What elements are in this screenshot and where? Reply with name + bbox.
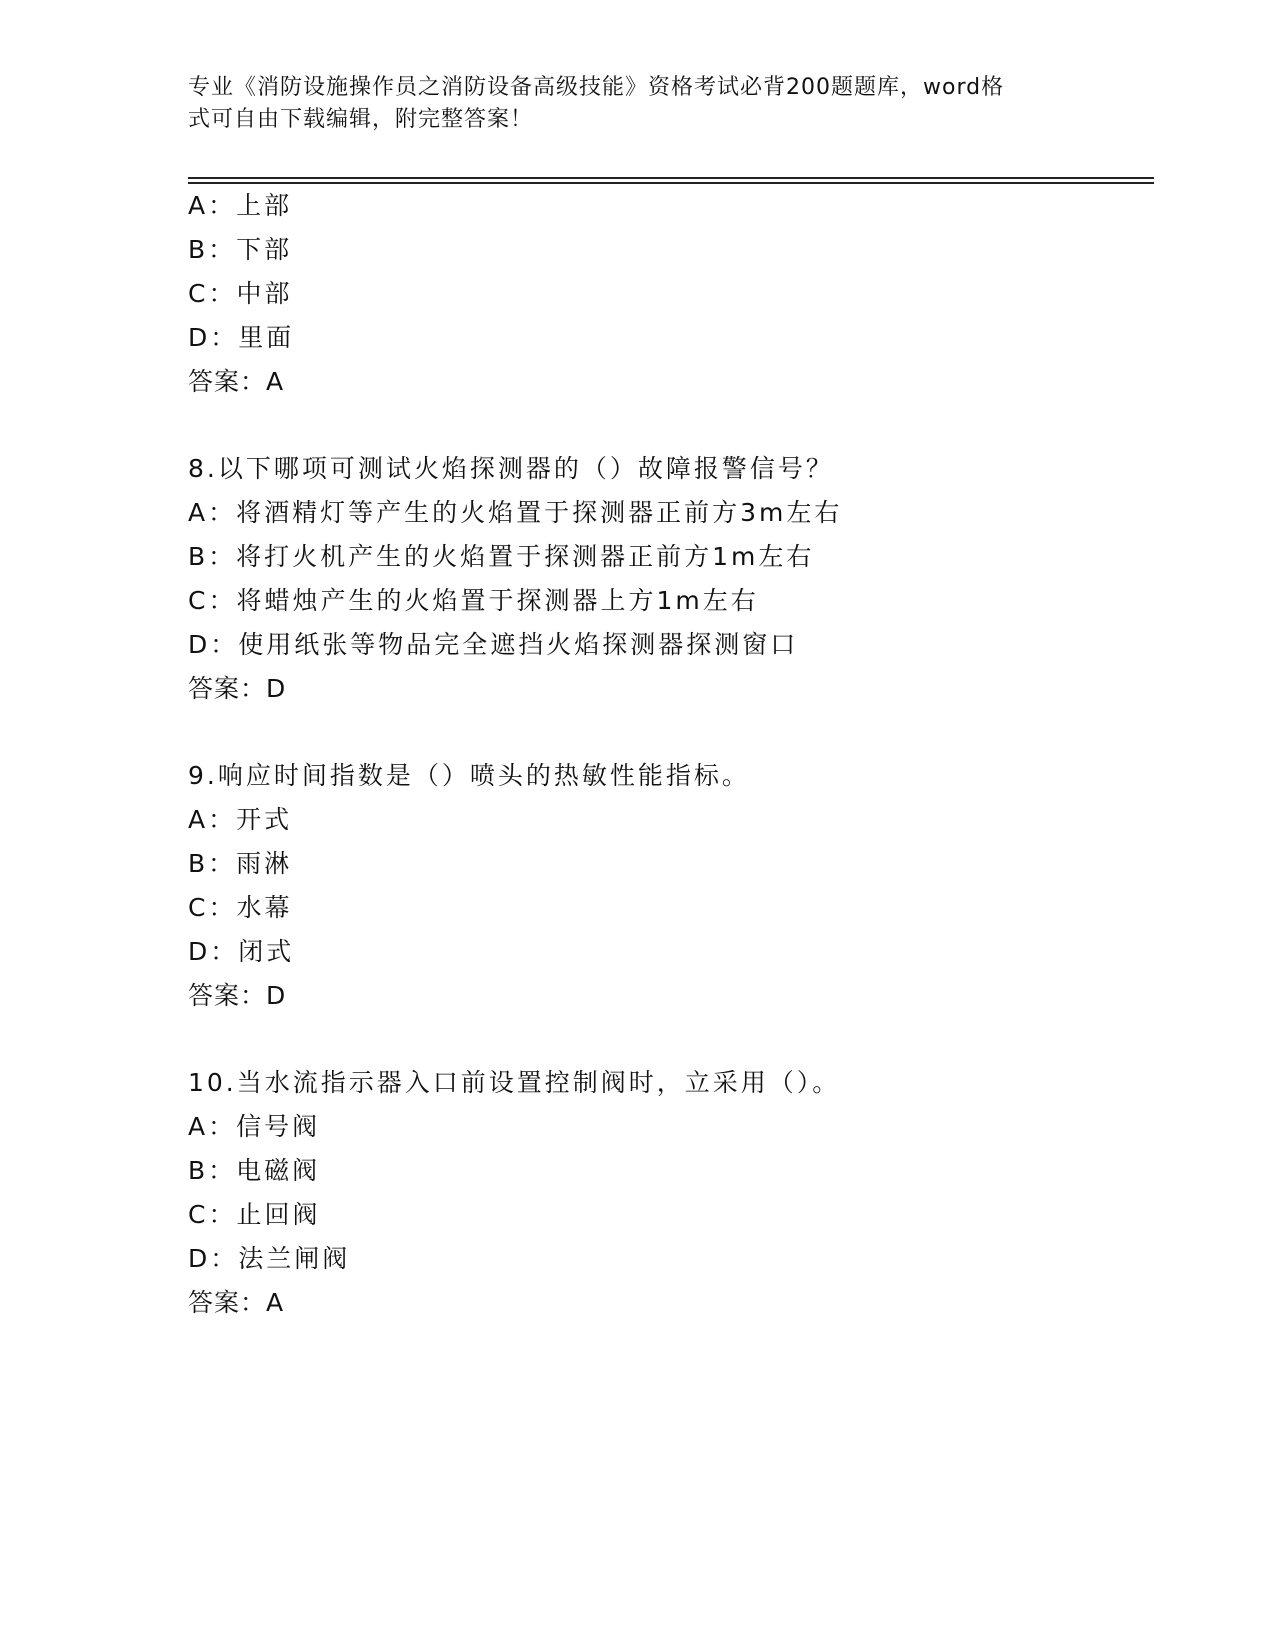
q9-option-d: D：闭式 (188, 937, 295, 966)
document-header (188, 72, 1068, 136)
q7-option-b: B：下部 (188, 235, 293, 264)
q8-answer: 答案：D (188, 674, 287, 703)
q7-option-c: C：中部 (188, 279, 293, 308)
q10-question: 10.当水流指示器入口前设置控制阀时，立采用（）。 (188, 1068, 841, 1097)
q7-answer: 答案：A (188, 367, 285, 396)
q10-option-b: B：电磁阀 (188, 1156, 321, 1185)
q8-question: 8.以下哪项可测试火焰探测器的（）故障报警信号？ (188, 454, 834, 483)
q9-option-a: A：开式 (188, 805, 293, 834)
q10-option-d: D：法兰闸阀 (188, 1244, 351, 1273)
q8-option-a: A：将酒精灯等产生的火焰置于探测器正前方3m左右 (188, 498, 843, 527)
q10-answer: 答案：A (188, 1288, 285, 1317)
q9-option-b: B：雨淋 (188, 849, 293, 878)
q9-option-c: C：水幕 (188, 893, 293, 922)
q8-option-d: D：使用纸张等物品完全遮挡火焰探测器探测窗口 (188, 630, 799, 659)
header-line-2: 式可自由下载编辑，附完整答案！ (188, 107, 534, 132)
q7-option-a: A：上部 (188, 191, 293, 220)
q8-option-b: B：将打火机产生的火焰置于探测器正前方1m左右 (188, 542, 815, 571)
header-divider-top (188, 177, 1154, 179)
q7-option-d: D：里面 (188, 323, 295, 352)
header-line-1: 专业《消防设施操作员之消防设备高级技能》资格考试必背200题题库，word格 (188, 75, 1005, 100)
header-divider-bottom (188, 182, 1154, 184)
q9-question: 9.响应时间指数是（）喷头的热敏性能指标。 (188, 761, 750, 790)
q9-answer: 答案：D (188, 981, 287, 1010)
q8-option-c: C：将蜡烛产生的火焰置于探测器上方1m左右 (188, 586, 759, 615)
q10-option-c: C：止回阀 (188, 1200, 321, 1229)
q10-option-a: A：信号阀 (188, 1112, 321, 1141)
